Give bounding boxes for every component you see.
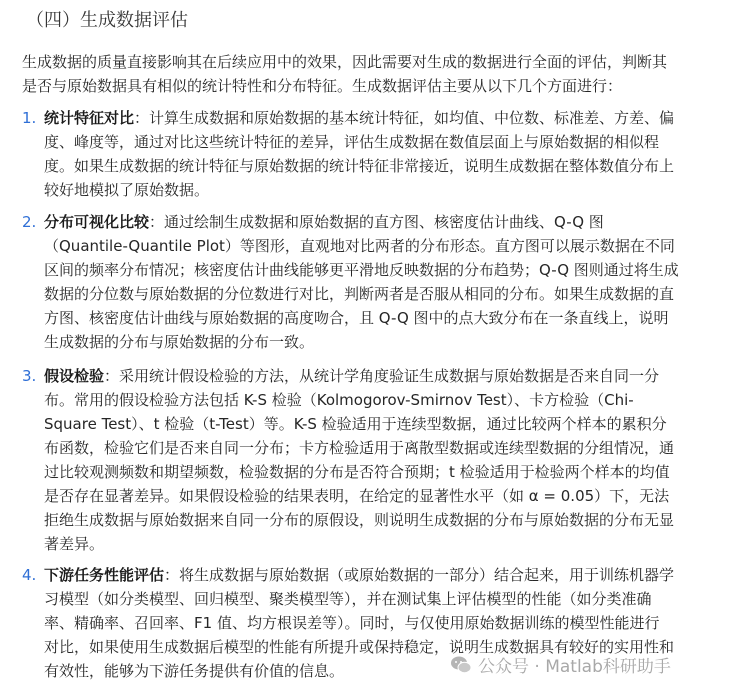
item-line: （Quantile-Quantile Plot）等图形，直观地对比两者的分布形态。直方图可以展示数据在不同	[44, 237, 675, 255]
item-line: 有效性，能够为下游任务提供有价值的信息。	[44, 662, 345, 680]
watermark-text: 公众号 · Matlab科研助手	[478, 657, 671, 677]
item-line: 拒绝生成数据与原始数据来自同一分布的原假设，则说明生成数据的分布与原始数据的分布无显	[44, 511, 675, 529]
list-number: 1.	[22, 109, 37, 127]
section-title: （四）生成数据评估	[26, 10, 188, 31]
item-line: 习模型（如分类模型、回归模型、聚类模型等），并在测试集上评估模型的性能（如分类准确	[44, 590, 652, 608]
item-text: ：通过绘制生成数据和原始数据的直方图、核密度估计曲线、Q-Q 图	[149, 213, 604, 231]
item-label: 假设检验	[44, 367, 105, 385]
item-label: 统计特征对比	[44, 109, 135, 127]
intro-paragraph	[22, 50, 667, 98]
item-line: 著差异。	[44, 535, 105, 553]
item-label: 下游任务性能评估	[44, 566, 165, 584]
item-line: 对比，如果使用生成数据后模型的性能有所提升或保持稳定，说明生成数据具有较好的实用性和	[44, 638, 675, 656]
item-line: 布函数，检验它们是否来自同一分布；卡方检验适用于离散型数据或连续型数据的分组情况，通	[44, 439, 675, 457]
wechat-icon	[450, 655, 472, 675]
watermark	[450, 652, 671, 677]
list-item	[22, 106, 674, 202]
item-first-line	[44, 210, 679, 234]
item-line: 度、峰度等，通过对比这些统计特征的差异，评估生成数据在数值层面上与原始数据的相似程	[44, 133, 660, 151]
item-line: 度。如果生成数据的统计特征与原始数据的统计特征非常接近，说明生成数据在整体数值分布上	[44, 157, 675, 175]
intro-line: 是否与原始数据具有相似的统计特性和分布特征。生成数据评估主要从以下几个方面进行：	[22, 77, 623, 95]
item-line: 过比较观测频数和期望频数，检验数据的分布是否符合预期；t 检验适用于检验两个样本的均值	[44, 463, 670, 481]
item-line: 布。常用的假设检验方法包括 K-S 检验（Kolmogorov-Smirnov Test）、卡方检验（Chi-	[44, 391, 634, 409]
intro-line: 生成数据的质量直接影响其在后续应用中的效果，因此需要对生成的数据进行全面的评估，判断其	[22, 53, 668, 71]
item-line: Square Test）、t 检验（t-Test）等。K-S 检验适用于连续型数据，通过比较两个样本的累积分	[44, 415, 667, 433]
item-first-line	[44, 106, 674, 130]
item-text: ：将生成数据与原始数据（或原始数据的一部分）结合起来，用于训练机器学	[164, 566, 675, 584]
item-first-line	[44, 364, 674, 388]
item-text: ：计算生成数据和原始数据的基本统计特征，如均值、中位数、标准差、方差、偏	[134, 109, 675, 127]
list-item	[22, 210, 679, 354]
item-line: 是否存在显著差异。如果假设检验的结果表明，在给定的显著性水平（如 α = 0.05）下，无法	[44, 487, 670, 505]
list-number: 4.	[22, 566, 37, 584]
item-line: 率、精确率、召回率、F1 值、均方根误差等）。同时，与仅使用原始数据训练的模型性能进行	[44, 614, 660, 632]
item-label: 分布可视化比较	[44, 213, 150, 231]
list-number: 3.	[22, 367, 37, 385]
item-line: 数据的分位数与原始数据的分位数进行对比，判断两者是否服从相同的分布。如果生成数据的直	[44, 285, 675, 303]
item-first-line	[44, 563, 674, 587]
item-line: 区间的频率分布情况；核密度估计曲线能够更平滑地反映数据的分布趋势；Q-Q 图则通过将生成	[44, 261, 679, 279]
item-line: 较好地模拟了原始数据。	[44, 181, 210, 199]
item-text: ：采用统计假设检验的方法，从统计学角度验证生成数据与原始数据是否来自同一分	[104, 367, 660, 385]
list-number: 2.	[22, 213, 37, 231]
item-line: 生成数据的分布与原始数据的分布一致。	[44, 333, 315, 351]
list-item	[22, 364, 674, 556]
item-line: 方图、核密度估计曲线与原始数据的高度吻合，且 Q-Q 图中的点大致分布在一条直线上，说明	[44, 309, 669, 327]
